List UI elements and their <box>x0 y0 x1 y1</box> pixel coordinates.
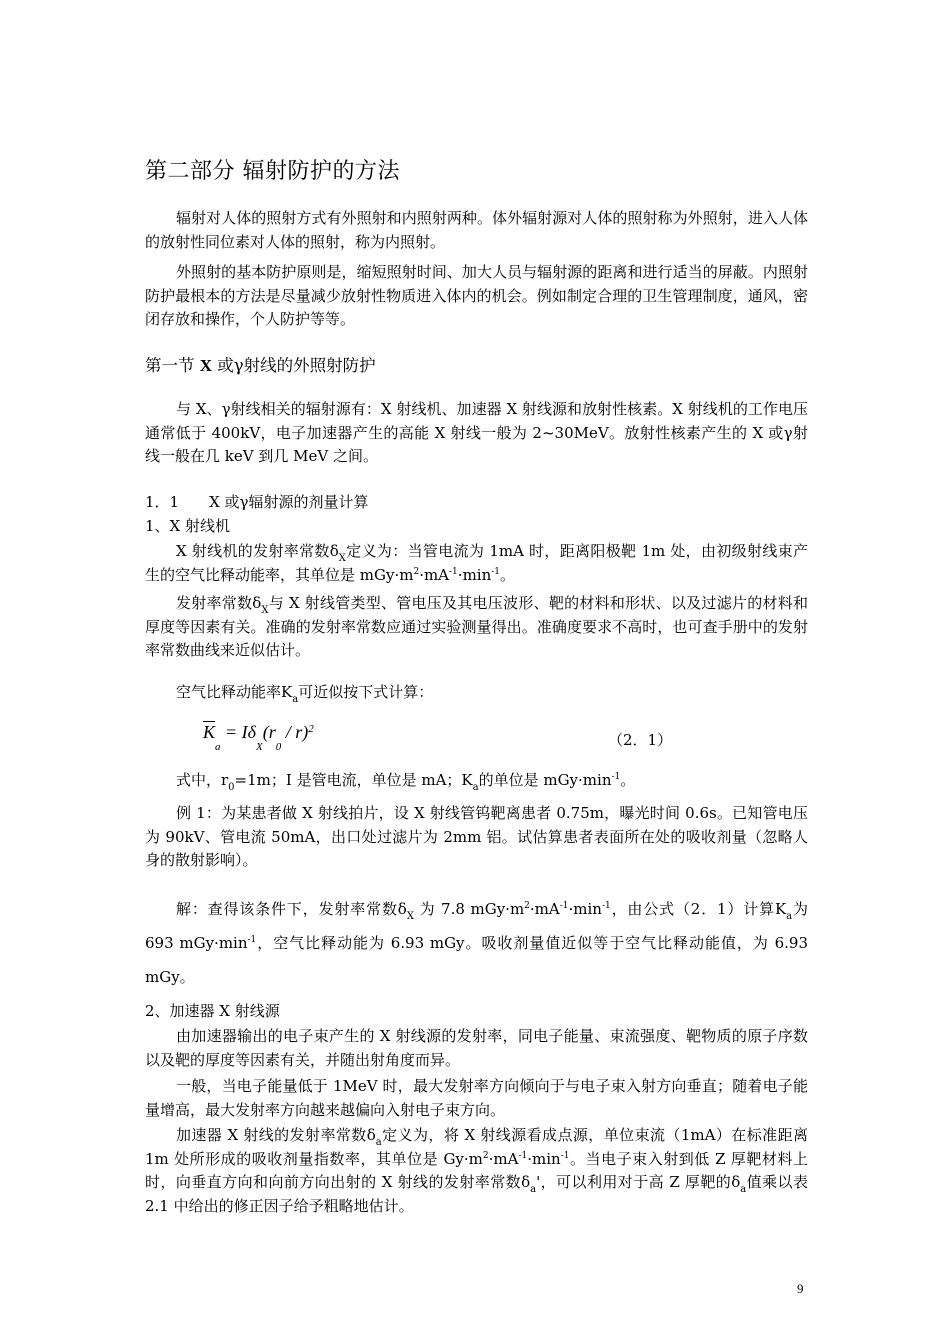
emission-rate-factors: 发射率常数$\delta_X$与 X 射线管类型、管电压及其电压波形、靶的材料和形状、以及过滤片的材料和厚度等因素有关。准确的发射率常数应通过实验测量得出。准确度要求不高时，也可查手册中的发射率常数曲线来近似估计。 <box>145 594 808 659</box>
intro-paragraph-2: 外照射的基本防护原则是，缩短照射时间、加大人员与辐射源的距离和进行适当的屏蔽。内照射防护最根本的方法是尽量减少放射性物质进入体内的机会。例如制定合理的卫生管理制度，通风，密闭存放和操作，个人防护等等。 <box>145 263 808 328</box>
kerma-formula: $\overline{K}_a = I\delta_X(r_0 / r)^2$ <box>203 722 314 753</box>
page-number: 9 <box>797 1281 804 1296</box>
emission-rate-definition: X 射线机的发射率常数$\delta_X$定义为：当管电流为 1mA 时，距离阳极靶 1m 处，由初级射线束产生的空气比释动能率，其单位是 $mGy\cdot m^2\cdot mA^{-1}\cdot\min^{-1}$。 <box>145 542 808 584</box>
accelerator-paragraph-1: 由加速器输出的电子束产生的 X 射线源的发射率，同电子能量、束流强度、靶物质的原子序数以及靶的厚度等因素有关，并随出射角度而异。 <box>145 1027 808 1069</box>
example-1-solution: 解：查得该条件下，发射率常数$\delta_X$ 为 7.8 $mGy\cdot m^2\cdot mA^{-1}\cdot\min^{-1}$，由公式（2．1）计算$K_a$为 693 $mGy\cdot\min^{-1}$，空气比释动能为 6.93 mGy。吸收剂量值近似等于空气比释动能值，为 6.93 mGy。 <box>145 900 808 986</box>
section1-paragraph: 与 X、γ射线相关的辐射源有：X 射线机、加速器 X 射线源和放射性核素。X 射线机的工作电压通常低于 400kV，电子加速器产生的高能 X 射线一般为 2~30MeV。放射性核素产生的 X 或γ射线一般在几 keV 到几 MeV 之间。 <box>145 400 808 465</box>
subsection-heading-1-1: 1．1 X 或γ辐射源的剂量计算 <box>145 493 369 511</box>
accelerator-paragraph-2: 一般，当电子能量低于 1MeV 时，最大发射率方向倾向于与电子束入射方向垂直；随着电子能量增高，最大发射率方向越来越偏向入射电子束方向。 <box>145 1077 808 1119</box>
page-title: 第二部分 辐射防护的方法 <box>145 159 400 184</box>
example-1: 例 1：为某患者做 X 射线拍片，设 X 射线管钨靶离患者 0.75m，曝光时间 0.6s。已知管电压为 90kV、管电流 50mA，出口处过滤片为 2mm 铝。试估算患者表面所在处的吸收剂量（忽略人身的散射影响）。 <box>145 804 808 869</box>
equation-number: （2．1） <box>608 731 673 749</box>
section-heading-1: 第一节 X 或γ射线的外照射防护 <box>145 356 376 375</box>
xray-machine-heading: 1、X 射线机 <box>145 517 230 535</box>
accelerator-heading: 2、加速器 X 射线源 <box>145 1002 280 1020</box>
intro-paragraph-1: 辐射对人体的照射方式有外照射和内照射两种。体外辐射源对人体的照射称为外照射，进入人体的放射性同位素对人体的照射，称为内照射。 <box>145 209 808 251</box>
kerma-rate-intro: 空气比释动能率$K_a$可近似按下式计算： <box>176 683 434 705</box>
formula-explanation: 式中，$r_0=1m$；I 是管电流，单位是 mA；$K_a$的单位是 $mGy\cdot\min^{-1}$。 <box>176 771 636 793</box>
accelerator-paragraph-3: 加速器 X 射线的发射率常数$\delta_a$定义为，将 X 射线源看成点源，单位束流（1mA）在标准距离 1m 处所形成的吸收剂量指数率，其单位是 $Gy\cdot m^2\cdot mA^{-1}\cdot\min^{-1}$。当电子束入射到低 Z 厚靶材料上时，向垂直方向和向前方向出射的 X 射线的发射率常数$\delta_a'$，可以利用对于高 Z 厚靶的$\delta_a$值乘以表 2.1 中给出的修正因子给予粗略地估计。 <box>145 1126 808 1215</box>
